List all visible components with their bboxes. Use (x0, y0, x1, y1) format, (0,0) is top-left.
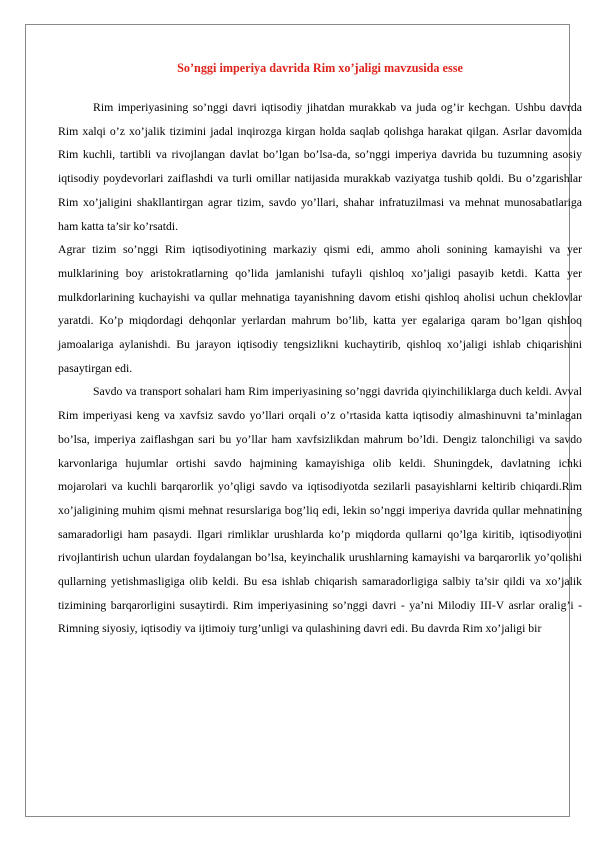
text-line: kamayishi va yer mulklarining boy aristokratlarning qo’lida jamlanishi tufayli qishloq (58, 243, 583, 280)
text-line: urushlarda ko’p miqdorda qullarni qo’lga kiritib, iqtisodiyotini rivojlantirish uchun (58, 527, 582, 565)
text-line: jamoalariga aylanishdi. Bu jarayon iqtisodiy tengsizlikni kuchaytirib, qishloq xo’jaligi (58, 338, 487, 352)
document-body (58, 60, 582, 641)
text-line: hujumlar ortishi savdo hajmining kamayishiga olib keldi. Shuningdek, davlatning ichki (125, 456, 583, 470)
text-line: yo’qolishi qullarning yetishmasligiga olib keldi. Bu esa ishlab chiqarish (58, 551, 583, 589)
paragraph-list (58, 96, 582, 641)
text-line: samaradorligiga salbiy ta’sir qildi va xo’jalik tizimining barqarorligini susaytirdi. Rim (58, 575, 582, 612)
document-title: So’nggi imperiya davrida Rim xo’jaligi mavzusida esse (177, 61, 463, 75)
text-line: o’zgarishlar Rim xo’jaligini shakllantirgan agrar tizim, savdo yo’llari, shahar (58, 172, 582, 209)
text-line: xo’jaligi pasayib ketdi. Katta yer mulkdorlarining kuchayishi va qullar mehnatiga (58, 266, 582, 304)
paragraph (58, 380, 582, 641)
text-line: imperiyasining so’nggi davri - ya’ni Milodiy III-V asrlar oralig’i - Rimning siyosiy, (58, 598, 582, 636)
text-line: mojarolari va kuchli barqarorlik yo’qligi savdo va iqtisodiyotda sezilarli pasayishlarni (58, 480, 478, 494)
text-line: keltirib chiqardi.Rim xo’jaligining muhim qismi mehnat resurslariga bog’liq edi, lekin (58, 480, 582, 517)
text-line: saqlab qolishga harakat qilgan. Asrlar davomida Rim kuchli, tartibli va rivojlangan (58, 124, 582, 162)
text-line: bu yo’llar ham xavfsizlikdan mahrum bo’ldi. Dengiz talonchiligi va savdo karvonlariga (58, 432, 582, 470)
text-line: tayanishning davom etishi qishloq aholisi uchun cheklovlar yaratdi. Ko’p miqdordagi (58, 290, 583, 328)
text-line: Savdo va transport sohalari ham Rim imperiyasining so’nggi davrida (93, 385, 419, 399)
text-line: dehqonlar yerlardan mahrum bo’lib, katta yer egalariga qaram bo’lgan qishloq (188, 314, 583, 328)
text-line: kechgan. Ushbu davrda Rim xalqi o’z xo’jalik tizimini jadal inqirozga kirgan holda (58, 101, 582, 138)
text-line: qiyinchiliklarga duch keldi. Avval Rim imperiyasi keng va xavfsiz savdo yo’llari orqali (58, 385, 583, 423)
text-line: iqtisodiy va ijtimoiy turg’unligi va qulashining davri edi. Bu davrda Rim xo’jaligi bir (140, 622, 542, 636)
paragraph (58, 96, 582, 238)
text-line: davlat bo’lgan bo’lsa-da, so’nggi imperiya davrida bu tuzumning asosiy iqtisodiy (58, 148, 583, 186)
paragraph (58, 238, 582, 380)
text-line: o’z o’rtasida katta iqtisodiy almashinuvni ta’minlagan bo’lsa, imperiya zaiflashgan sari (58, 409, 582, 446)
text-line: ulardan foydalangan bo’lsa, keyinchalik urushlarning kamayishi va barqarorlik (154, 551, 531, 565)
text-line: poydevorlari zaiflashdi va turli omillar natijasida murakkab vaziyatga tushib qoldi. Bu (103, 172, 522, 186)
text-line: so’nggi imperiya davrida qullar mehnatining samaradorligi ham pasaydi. Ilgari rimliklar (58, 503, 583, 541)
text-line: Agrar tizim so’nggi Rim iqtisodiyotining markaziy qismi edi, ammo aholi sonining (58, 243, 488, 257)
text-line: infratuzilmasi va mehnat munosabatlariga ham katta ta’sir ko’rsatdi. (58, 195, 582, 233)
text-line: ishlab chiqarishini pasaytirgan edi. (58, 338, 582, 375)
text-line: Rim imperiyasining so’nggi davri iqtisodiy jihatdan murakkab va juda og’ir (93, 101, 464, 114)
